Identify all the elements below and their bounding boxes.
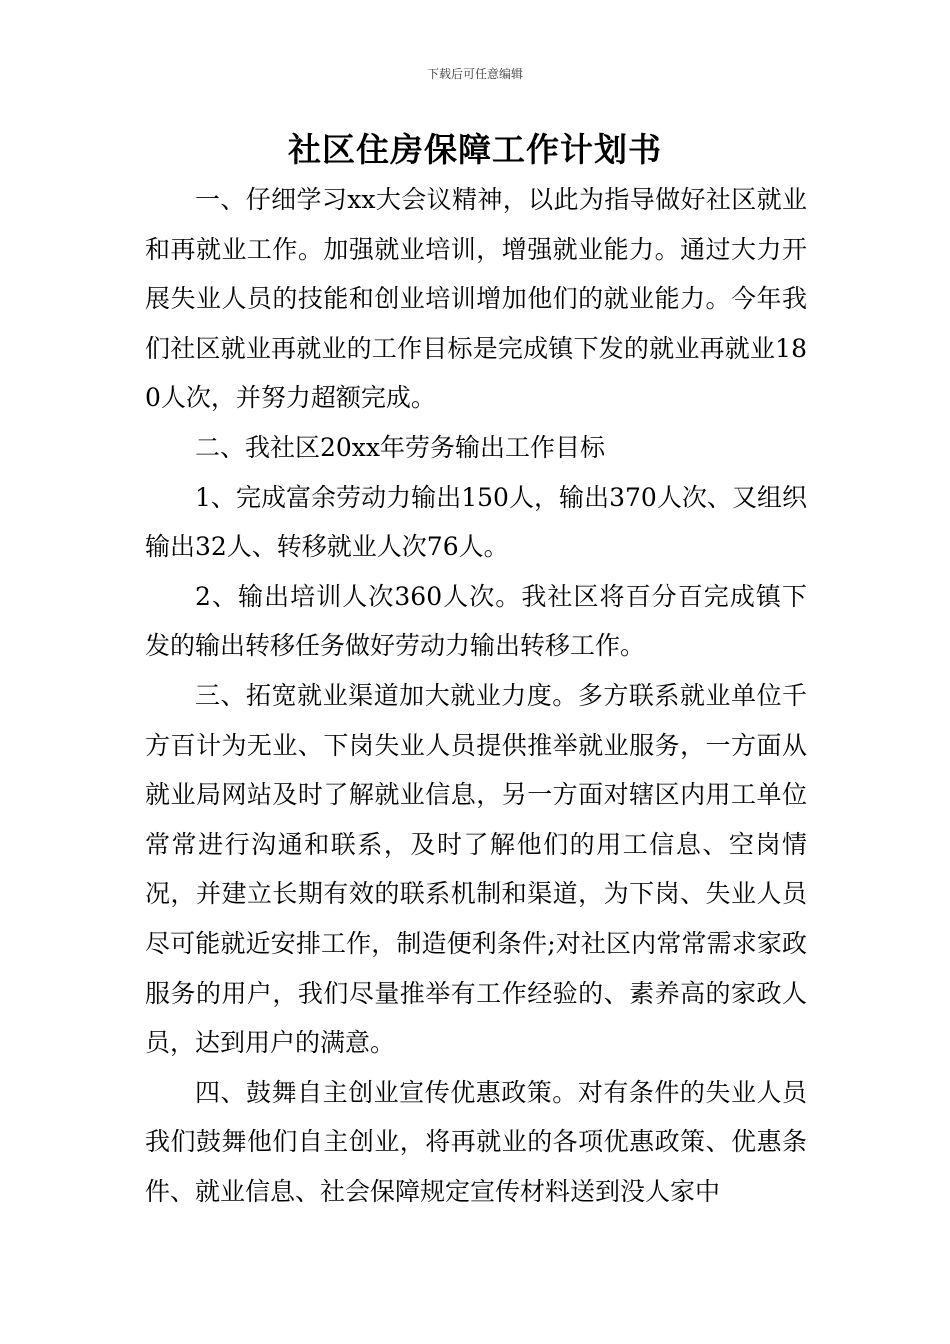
paragraph-expand-channels: 三、拓宽就业渠道加大就业力度。多方联系就业单位千方百计为无业、下岗失业人员提供推举就业服务，一方面从就业局网站及时了解就业信息，另一方面对辖区内用工单位常常进行沟通和联系，及时了解他们的用工信息、空岗情况，并建立长期有效的联系机制和渠道，为下岗、失业人员尽可能就近安排工作，制造便利条件;对社区内常常需求家政服务的用户，我们尽量推举有工作经验的、素养高的家政人员，达到用户的满意。 [145, 680, 807, 1058]
paragraph-labor-export-goal: 二、我社区20xx年劳务输出工作目标 [195, 432, 606, 462]
paragraph-goal-item-2: 2、输出培训人次360人次。我社区将百分百完成镇下发的输出转移任务做好劳动力输出转移工作。 [145, 581, 807, 661]
document-title: 社区住房保障工作计划书 [288, 130, 662, 169]
paragraph-goal-item-1: 1、完成富余劳动力输出150人，输出370人次、又组织输出32人、转移就业人次76人。 [145, 482, 807, 562]
paragraph-self-employment: 四、鼓舞自主创业宣传优惠政策。对有条件的失业人员我们鼓舞他们自主创业，将再就业的各项优惠政策、优惠条件、就业信息、社会保障规定宣传材料送到没人家中 [145, 1077, 807, 1206]
page-header-note: 下载后可任意编辑 [426, 67, 523, 81]
document-body [145, 175, 807, 1216]
paragraph-employment-training: 一、仔细学习xx大会议精神，以此为指导做好社区就业和再就业工作。加强就业培训，增强就业能力。通过大力开展失业人员的技能和创业培训增加他们的就业能力。今年我们社区就业再就业的工作目标是完成镇下发的就业再就业180人次，并努力超额完成。 [145, 185, 807, 413]
